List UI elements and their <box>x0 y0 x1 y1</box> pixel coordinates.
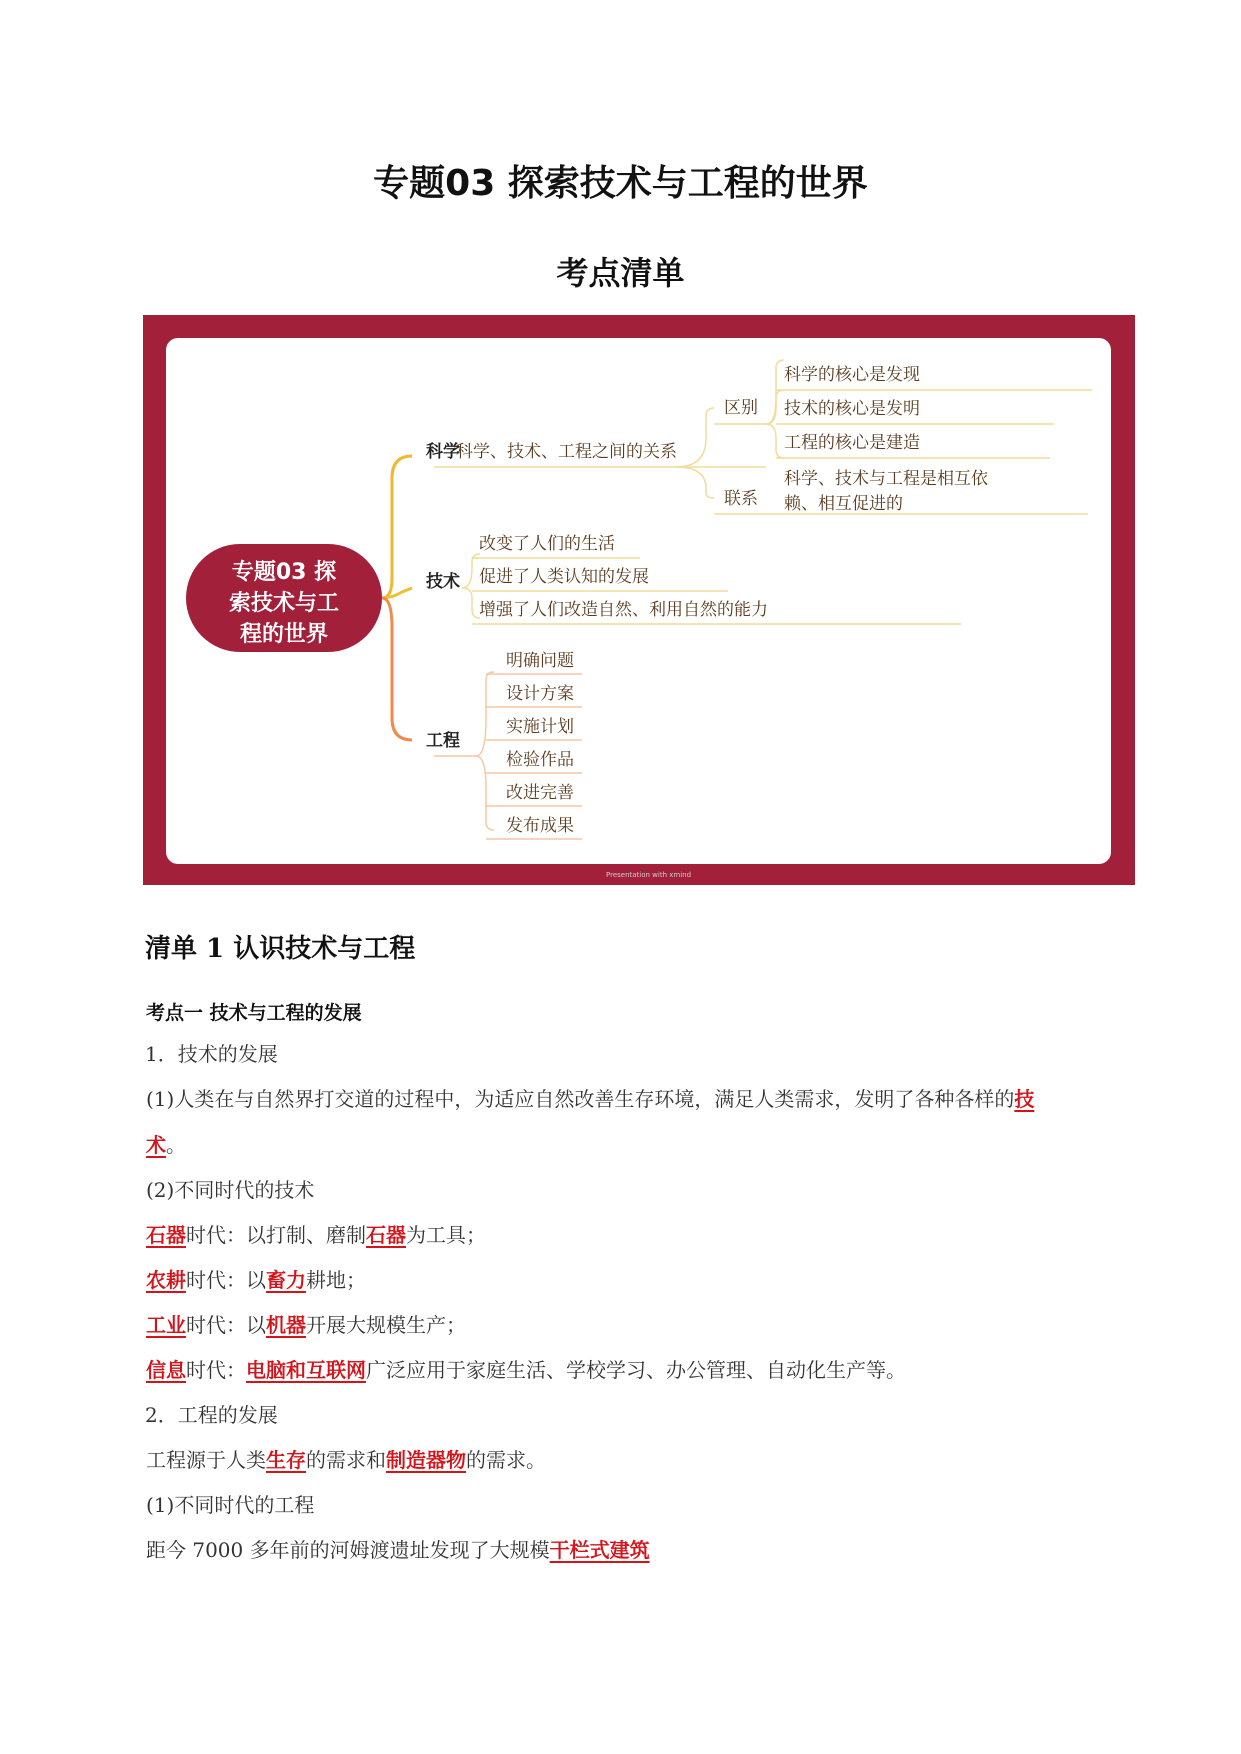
eng-item-2: 设计方案 <box>506 684 574 704</box>
root-line-2: 索技术与工 <box>228 591 340 616</box>
branch-eng: 工程 <box>426 731 460 751</box>
s1-paragraph-1-cont: 术。 <box>146 1133 186 1157</box>
s2-paragraph-1: 工程源于人类生存的需求和制造器物的需求。 <box>146 1448 546 1472</box>
connector-eng <box>382 598 412 740</box>
keyword-tech-a: 技 <box>1014 1087 1035 1111</box>
s2-paragraph-2: (1)不同时代的工程 <box>146 1493 315 1517</box>
s2-paragraph-3: 距今 7000 多年前的河姆渡遗址发现了大规模干栏式建筑 <box>146 1538 650 1562</box>
eng-item-4: 检验作品 <box>506 750 574 770</box>
tech-item-3: 增强了人们改造自然、利用自然的能力 <box>479 600 768 620</box>
s1-paragraph-1 <box>146 1084 1034 1114</box>
tech-item-2: 促进了人类认知的发展 <box>479 567 649 587</box>
line-farming-age: 农耕时代：以畜力耕地； <box>146 1268 366 1292</box>
line-stone-age: 石器时代：以打制、磨制石器为工具； <box>146 1223 486 1247</box>
section-1-title: 1．技术的发展 <box>145 1042 278 1066</box>
mindmap-diagram <box>166 338 1111 879</box>
s1-p1-text: (1)人类在与自然界打交道的过程中，为适应自然改善生存环境，满足人类需求，发明了各种各样的 <box>146 1087 1015 1111</box>
point-heading: 考点一 技术与工程的发展 <box>146 1002 362 1024</box>
mindmap-card <box>166 338 1111 879</box>
page-title: 专题03 探索技术与工程的世界 <box>373 163 868 204</box>
science-relation: 科学、技术、工程之间的关系 <box>456 442 677 462</box>
keyword-tech-b: 术 <box>146 1133 166 1157</box>
line-industrial-age: 工业时代：以机器开展大规模生产； <box>146 1313 466 1337</box>
science-link-1: 科学、技术与工程是相互依 <box>784 469 988 489</box>
root-line-1: 专题03 探 <box>231 560 337 585</box>
eng-item-5: 改进完善 <box>506 783 574 803</box>
s1-paragraph-2: (2)不同时代的技术 <box>146 1178 315 1202</box>
eng-item-1: 明确问题 <box>506 651 574 671</box>
science-diff-1: 科学的核心是发现 <box>784 365 920 385</box>
science-link-label: 联系 <box>724 489 758 509</box>
branch-tech: 技术 <box>426 572 460 592</box>
section-2-title: 2．工程的发展 <box>145 1403 278 1427</box>
science-diff-label: 区别 <box>724 398 758 418</box>
line-information-age: 信息时代：电脑和互联网广泛应用于家庭生活、学校学习、办公管理、自动化生产等。 <box>146 1358 906 1382</box>
eng-item-6: 发布成果 <box>506 816 574 836</box>
connector-tech <box>382 588 412 598</box>
science-diff-2: 技术的核心是发明 <box>784 399 920 419</box>
connector-science <box>382 456 412 598</box>
list-heading: 清单 1 认识技术与工程 <box>145 934 416 964</box>
root-line-3: 程的世界 <box>239 622 329 647</box>
science-diff-3: 工程的核心是建造 <box>784 433 920 453</box>
tech-item-1: 改变了人们的生活 <box>479 534 615 554</box>
science-link-2: 赖、相互促进的 <box>784 494 903 514</box>
mindmap-watermark: Presentation with xmind <box>606 871 692 879</box>
page-subtitle: 考点清单 <box>556 254 685 292</box>
branch-science: 科学 <box>426 442 460 462</box>
eng-item-3: 实施计划 <box>506 717 574 737</box>
